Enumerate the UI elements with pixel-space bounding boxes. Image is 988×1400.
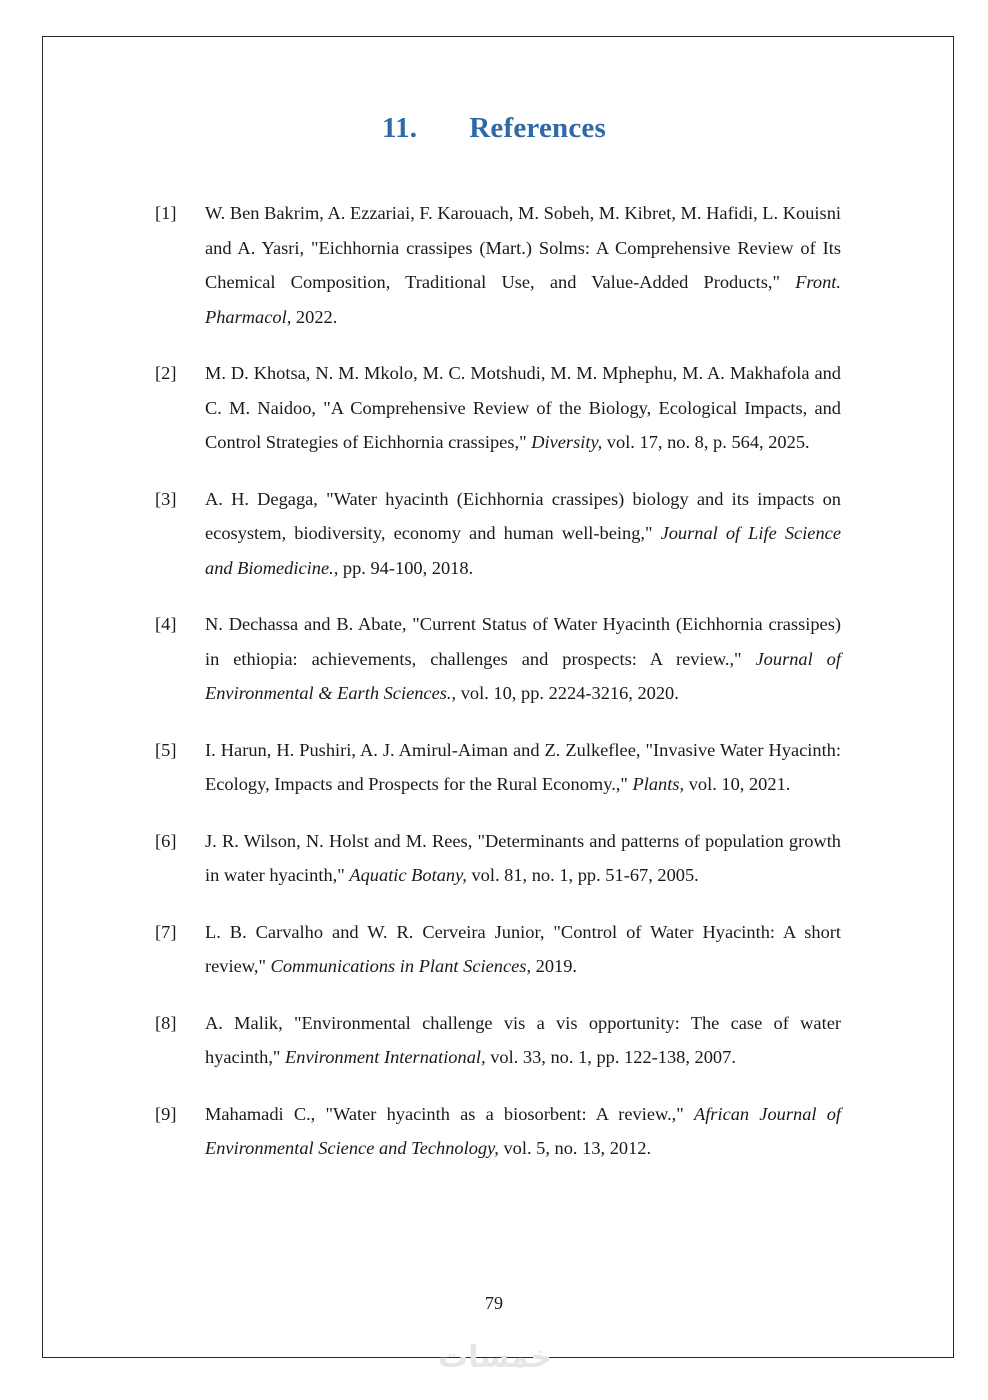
section-number: 11.: [382, 112, 418, 144]
reference-item: [155, 824, 841, 893]
reference-label: [7]: [155, 921, 177, 942]
page-number: 79: [485, 1293, 503, 1313]
reference-item: [155, 733, 841, 802]
reference-text: L. B. Carvalho and W. R. Cerveira Junior, "Control of Water Hyacinth: A short review," Communications in Plant Sciences, 2019.: [205, 921, 841, 976]
section-title: References: [469, 112, 606, 144]
reference-label: [3]: [155, 488, 177, 509]
section-heading: [0, 112, 988, 145]
reference-text: J. R. Wilson, N. Holst and M. Rees, "Determinants and patterns of population growth in water hyacinth," Aquatic Botany, vol. 81, no. 1, pp. 51-67, 2005.: [205, 830, 841, 885]
reference-text: Mahamadi C., "Water hyacinth as a biosorbent: A review.," African Journal of Environmental Science and Technology, vol. 5, no. 13, 2012.: [205, 1103, 841, 1158]
reference-label: [2]: [155, 363, 177, 383]
reference-text: M. D. Khotsa, N. M. Mkolo, M. C. Motshudi, M. M. Mphephu, M. A. Makhafola and C. M. Naidoo, "A Comprehensive Review of the Biology, Ecological Impacts, and Control Strategies of Eichhornia crassipes," Diversity, vol. 17, no. 8, p. 564, 2025.: [205, 363, 841, 452]
reference-label: [4]: [155, 614, 177, 634]
reference-item: [155, 607, 841, 711]
reference-text: A. Malik, "Environmental challenge vis a vis opportunity: The case of water hyacinth," Environment International, vol. 33, no. 1, pp. 122-138, 2007.: [205, 1012, 841, 1067]
reference-item: [155, 1097, 841, 1166]
reference-list: [155, 196, 841, 1188]
journal-name: Aquatic Botany,: [349, 865, 467, 885]
journal-name: Environment International,: [285, 1047, 486, 1067]
journal-name: Communications in Plant Sciences,: [270, 956, 532, 976]
reference-item: [155, 915, 841, 984]
reference-label: [5]: [155, 739, 177, 760]
reference-label: [9]: [155, 1103, 177, 1124]
journal-name: Diversity,: [531, 432, 603, 452]
reference-text: W. Ben Bakrim, A. Ezzariai, F. Karouach, M. Sobeh, M. Kibret, M. Hafidi, L. Kouisni and A. Yasri, "Eichhornia crassipes (Mart.) Solms: A Comprehensive Review of Its Chemical Composition, Traditional Use, and Value-Added Products," Front. Pharmacol, 2022.: [205, 203, 841, 327]
reference-item: [155, 356, 841, 460]
reference-text: N. Dechassa and B. Abate, "Current Status of Water Hyacinth (Eichhornia crassipes) in ethiopia: achievements, challenges and prospects: A review.," Journal of Environmental & Earth Sciences., vol. 10, pp. 2224-3216, 2020.: [205, 614, 841, 703]
reference-label: [6]: [155, 830, 177, 851]
reference-item: [155, 482, 841, 586]
reference-text: I. Harun, H. Pushiri, A. J. Amirul-Aiman and Z. Zulkeflee, "Invasive Water Hyacinth: Ecology, Impacts and Prospects for the Rural Economy.," Plants, vol. 10, 2021.: [205, 739, 841, 794]
journal-name: Journal of Life Science and Biomedicine.,: [205, 523, 841, 578]
reference-item: [155, 1006, 841, 1075]
journal-name: Journal of Environmental & Earth Sciences.,: [205, 648, 841, 703]
journal-name: Plants,: [632, 774, 685, 794]
reference-item: [155, 196, 841, 334]
reference-label: [1]: [155, 203, 177, 223]
journal-name: African Journal of Environmental Science and Technology,: [205, 1103, 841, 1158]
reference-text: A. H. Degaga, "Water hyacinth (Eichhornia crassipes) biology and its impacts on ecosystem, biodiversity, economy and human well-being," Journal of Life Science and Biomedicine., pp. 94-100, 2018.: [205, 488, 841, 578]
journal-name: Front. Pharmacol,: [205, 272, 841, 327]
reference-label: [8]: [155, 1012, 177, 1033]
watermark-logo: خمسات: [438, 1340, 552, 1375]
